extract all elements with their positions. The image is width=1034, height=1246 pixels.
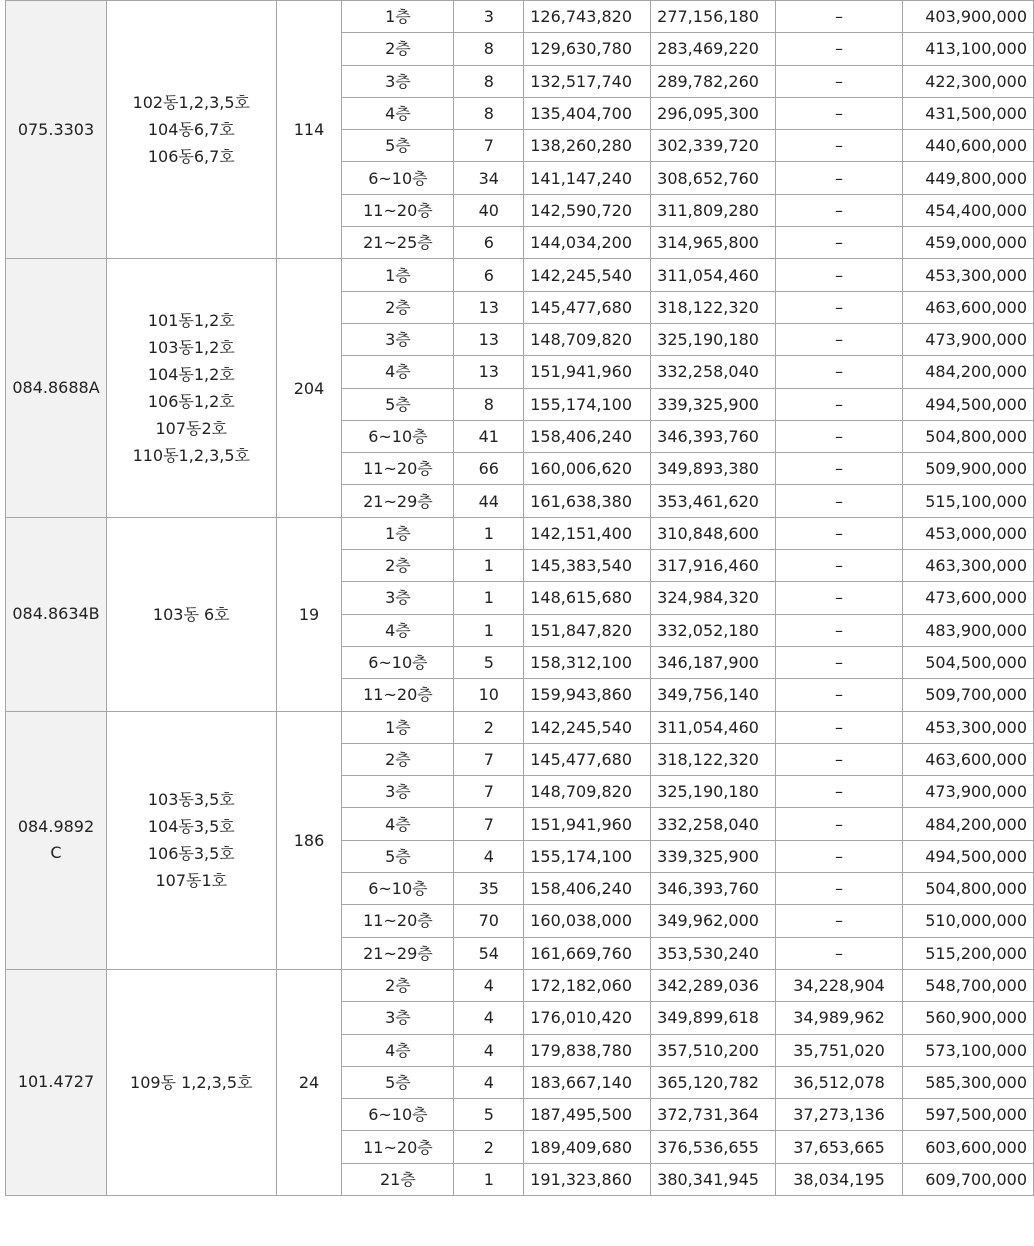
household-count-cell: 19 xyxy=(276,517,342,711)
building-price-cell: 296,095,300 xyxy=(651,97,776,129)
total-price-cell: 603,600,000 xyxy=(903,1131,1034,1163)
unit-line: 106동6,7호 xyxy=(147,147,235,167)
land-price-cell: 158,406,240 xyxy=(524,420,651,452)
building-price-cell: 349,899,618 xyxy=(651,1002,776,1034)
floor-count-cell: 8 xyxy=(454,388,524,420)
table-row xyxy=(6,1,1034,33)
land-price-cell: 161,638,380 xyxy=(524,485,651,517)
table-body xyxy=(6,1,1034,1196)
vat-cell: – xyxy=(776,840,903,872)
floor-count-cell: 1 xyxy=(454,614,524,646)
building-price-cell: 346,187,900 xyxy=(651,646,776,678)
unit-type-cell: 084.8634B xyxy=(6,517,107,711)
total-price-cell: 449,800,000 xyxy=(903,162,1034,194)
building-price-cell: 365,120,782 xyxy=(651,1066,776,1098)
land-price-cell: 161,669,760 xyxy=(524,937,651,969)
vat-cell: – xyxy=(776,227,903,259)
floor-count-cell: 4 xyxy=(454,840,524,872)
total-price-cell: 473,900,000 xyxy=(903,776,1034,808)
floor-cell: 5층 xyxy=(342,1066,454,1098)
building-price-cell: 283,469,220 xyxy=(651,33,776,65)
total-price-cell: 515,200,000 xyxy=(903,937,1034,969)
table-row xyxy=(6,259,1034,291)
floor-cell: 3층 xyxy=(342,582,454,614)
floor-count-cell: 7 xyxy=(454,743,524,775)
land-price-cell: 138,260,280 xyxy=(524,130,651,162)
unit-list-cell xyxy=(106,259,276,517)
building-price-cell: 376,536,655 xyxy=(651,1131,776,1163)
land-price-cell: 142,245,540 xyxy=(524,259,651,291)
floor-count-cell: 4 xyxy=(454,1002,524,1034)
building-price-cell: 310,848,600 xyxy=(651,517,776,549)
building-price-cell: 332,052,180 xyxy=(651,614,776,646)
floor-cell: 2층 xyxy=(342,550,454,582)
vat-cell: – xyxy=(776,937,903,969)
floor-count-cell: 6 xyxy=(454,227,524,259)
vat-cell: – xyxy=(776,65,903,97)
floor-cell: 3층 xyxy=(342,1002,454,1034)
vat-cell: – xyxy=(776,776,903,808)
floor-count-cell: 2 xyxy=(454,1131,524,1163)
household-count-cell: 186 xyxy=(276,711,342,969)
building-price-cell: 353,461,620 xyxy=(651,485,776,517)
vat-cell: – xyxy=(776,743,903,775)
floor-cell: 3층 xyxy=(342,776,454,808)
floor-cell: 6~10층 xyxy=(342,420,454,452)
land-price-cell: 144,034,200 xyxy=(524,227,651,259)
total-price-cell: 494,500,000 xyxy=(903,388,1034,420)
total-price-cell: 453,000,000 xyxy=(903,517,1034,549)
vat-cell: – xyxy=(776,485,903,517)
vat-cell: – xyxy=(776,808,903,840)
total-price-cell: 453,300,000 xyxy=(903,711,1034,743)
unit-line: 107동1호 xyxy=(155,871,228,891)
floor-count-cell: 2 xyxy=(454,711,524,743)
building-price-cell: 349,893,380 xyxy=(651,453,776,485)
land-price-cell: 172,182,060 xyxy=(524,969,651,1001)
total-price-cell: 473,900,000 xyxy=(903,323,1034,355)
land-price-cell: 160,006,620 xyxy=(524,453,651,485)
total-price-cell: 454,400,000 xyxy=(903,194,1034,226)
land-price-cell: 145,383,540 xyxy=(524,550,651,582)
floor-cell: 1층 xyxy=(342,711,454,743)
floor-cell: 4층 xyxy=(342,614,454,646)
building-price-cell: 289,782,260 xyxy=(651,65,776,97)
unit-line: 109동 1,2,3,5호 xyxy=(130,1072,253,1092)
land-price-cell: 151,941,960 xyxy=(524,808,651,840)
land-price-cell: 191,323,860 xyxy=(524,1163,651,1195)
household-count-cell: 114 xyxy=(276,1,342,259)
unit-line: 101동1,2호 xyxy=(147,311,235,331)
total-price-cell: 548,700,000 xyxy=(903,969,1034,1001)
floor-count-cell: 66 xyxy=(454,453,524,485)
floor-cell: 21~25층 xyxy=(342,227,454,259)
total-price-cell: 597,500,000 xyxy=(903,1099,1034,1131)
floor-cell: 11~20층 xyxy=(342,1131,454,1163)
unit-list-cell xyxy=(106,711,276,969)
total-price-cell: 484,200,000 xyxy=(903,356,1034,388)
unit-line: 103동1,2호 xyxy=(147,338,235,358)
unit-list-cell xyxy=(106,517,276,711)
floor-count-cell: 1 xyxy=(454,517,524,549)
floor-cell: 1층 xyxy=(342,517,454,549)
total-price-cell: 440,600,000 xyxy=(903,130,1034,162)
floor-count-cell: 8 xyxy=(454,97,524,129)
vat-cell: – xyxy=(776,453,903,485)
floor-count-cell: 7 xyxy=(454,808,524,840)
unit-line: 102동1,2,3,5호 xyxy=(132,93,250,113)
total-price-cell: 515,100,000 xyxy=(903,485,1034,517)
vat-cell: – xyxy=(776,194,903,226)
vat-cell: – xyxy=(776,130,903,162)
floor-count-cell: 8 xyxy=(454,33,524,65)
floor-count-cell: 7 xyxy=(454,130,524,162)
land-price-cell: 155,174,100 xyxy=(524,388,651,420)
floor-count-cell: 5 xyxy=(454,1099,524,1131)
vat-cell: 37,653,665 xyxy=(776,1131,903,1163)
building-price-cell: 349,756,140 xyxy=(651,679,776,711)
unit-type-cell: 075.3303 xyxy=(6,1,107,259)
building-price-cell: 380,341,945 xyxy=(651,1163,776,1195)
floor-cell: 4층 xyxy=(342,1034,454,1066)
land-price-cell: 176,010,420 xyxy=(524,1002,651,1034)
land-price-cell: 160,038,000 xyxy=(524,905,651,937)
vat-cell: – xyxy=(776,1,903,33)
floor-cell: 1층 xyxy=(342,1,454,33)
floor-count-cell: 4 xyxy=(454,1066,524,1098)
building-price-cell: 339,325,900 xyxy=(651,388,776,420)
vat-cell: – xyxy=(776,905,903,937)
land-price-cell: 155,174,100 xyxy=(524,840,651,872)
total-price-cell: 483,900,000 xyxy=(903,614,1034,646)
total-price-cell: 560,900,000 xyxy=(903,1002,1034,1034)
land-price-cell: 148,709,820 xyxy=(524,776,651,808)
unit-line: 103동3,5호 xyxy=(147,790,235,810)
land-price-cell: 189,409,680 xyxy=(524,1131,651,1163)
vat-cell: – xyxy=(776,97,903,129)
floor-cell: 6~10층 xyxy=(342,1099,454,1131)
floor-count-cell: 13 xyxy=(454,356,524,388)
unit-line: 110동1,2,3,5호 xyxy=(132,446,250,466)
building-price-cell: 318,122,320 xyxy=(651,291,776,323)
building-price-cell: 357,510,200 xyxy=(651,1034,776,1066)
land-price-cell: 159,943,860 xyxy=(524,679,651,711)
unit-list-cell xyxy=(106,1,276,259)
floor-cell: 21층 xyxy=(342,1163,454,1195)
vat-cell: – xyxy=(776,33,903,65)
building-price-cell: 332,258,040 xyxy=(651,808,776,840)
land-price-cell: 135,404,700 xyxy=(524,97,651,129)
building-price-cell: 372,731,364 xyxy=(651,1099,776,1131)
floor-cell: 6~10층 xyxy=(342,646,454,678)
total-price-cell: 509,700,000 xyxy=(903,679,1034,711)
total-price-cell: 504,800,000 xyxy=(903,873,1034,905)
land-price-cell: 179,838,780 xyxy=(524,1034,651,1066)
unit-type-cell: 101.4727 xyxy=(6,969,107,1195)
building-price-cell: 277,156,180 xyxy=(651,1,776,33)
floor-cell: 2층 xyxy=(342,743,454,775)
total-price-cell: 504,500,000 xyxy=(903,646,1034,678)
unit-line: 104동3,5호 xyxy=(147,817,235,837)
building-price-cell: 342,289,036 xyxy=(651,969,776,1001)
floor-cell: 11~20층 xyxy=(342,453,454,485)
total-price-cell: 463,600,000 xyxy=(903,291,1034,323)
floor-count-cell: 3 xyxy=(454,1,524,33)
total-price-cell: 509,900,000 xyxy=(903,453,1034,485)
floor-cell: 11~20층 xyxy=(342,679,454,711)
vat-cell: – xyxy=(776,550,903,582)
price-table xyxy=(5,0,1034,1196)
building-price-cell: 311,054,460 xyxy=(651,259,776,291)
floor-cell: 11~20층 xyxy=(342,194,454,226)
land-price-cell: 187,495,500 xyxy=(524,1099,651,1131)
building-price-cell: 325,190,180 xyxy=(651,323,776,355)
floor-count-cell: 1 xyxy=(454,582,524,614)
total-price-cell: 459,000,000 xyxy=(903,227,1034,259)
floor-count-cell: 10 xyxy=(454,679,524,711)
total-price-cell: 484,200,000 xyxy=(903,808,1034,840)
total-price-cell: 403,900,000 xyxy=(903,1,1034,33)
land-price-cell: 151,941,960 xyxy=(524,356,651,388)
vat-cell: – xyxy=(776,356,903,388)
table-row xyxy=(6,711,1034,743)
total-price-cell: 453,300,000 xyxy=(903,259,1034,291)
floor-count-cell: 4 xyxy=(454,1034,524,1066)
total-price-cell: 609,700,000 xyxy=(903,1163,1034,1195)
floor-count-cell: 5 xyxy=(454,646,524,678)
floor-cell: 4층 xyxy=(342,97,454,129)
land-price-cell: 132,517,740 xyxy=(524,65,651,97)
land-price-cell: 142,151,400 xyxy=(524,517,651,549)
total-price-cell: 463,300,000 xyxy=(903,550,1034,582)
unit-type-cell: 084.9892 C xyxy=(6,711,107,969)
land-price-cell: 148,615,680 xyxy=(524,582,651,614)
land-price-cell: 148,709,820 xyxy=(524,323,651,355)
table-row xyxy=(6,517,1034,549)
floor-cell: 5층 xyxy=(342,840,454,872)
building-price-cell: 325,190,180 xyxy=(651,776,776,808)
building-price-cell: 353,530,240 xyxy=(651,937,776,969)
building-price-cell: 318,122,320 xyxy=(651,743,776,775)
building-price-cell: 349,962,000 xyxy=(651,905,776,937)
floor-count-cell: 70 xyxy=(454,905,524,937)
floor-cell: 3층 xyxy=(342,65,454,97)
land-price-cell: 183,667,140 xyxy=(524,1066,651,1098)
floor-cell: 4층 xyxy=(342,808,454,840)
table-row xyxy=(6,969,1034,1001)
unit-line: 106동3,5호 xyxy=(147,844,235,864)
land-price-cell: 158,406,240 xyxy=(524,873,651,905)
land-price-cell: 151,847,820 xyxy=(524,614,651,646)
floor-cell: 21~29층 xyxy=(342,485,454,517)
building-price-cell: 317,916,460 xyxy=(651,550,776,582)
land-price-cell: 129,630,780 xyxy=(524,33,651,65)
building-price-cell: 308,652,760 xyxy=(651,162,776,194)
floor-cell: 5층 xyxy=(342,130,454,162)
floor-cell: 5층 xyxy=(342,388,454,420)
floor-count-cell: 1 xyxy=(454,1163,524,1195)
vat-cell: 36,512,078 xyxy=(776,1066,903,1098)
unit-line: 103동 6호 xyxy=(152,604,230,624)
building-price-cell: 339,325,900 xyxy=(651,840,776,872)
floor-count-cell: 13 xyxy=(454,291,524,323)
vat-cell: – xyxy=(776,711,903,743)
building-price-cell: 324,984,320 xyxy=(651,582,776,614)
floor-count-cell: 1 xyxy=(454,550,524,582)
unit-line: 106동1,2호 xyxy=(147,392,235,412)
vat-cell: 37,273,136 xyxy=(776,1099,903,1131)
floor-cell: 4층 xyxy=(342,356,454,388)
land-price-cell: 141,147,240 xyxy=(524,162,651,194)
unit-line: 107동2호 xyxy=(155,419,228,439)
total-price-cell: 422,300,000 xyxy=(903,65,1034,97)
floor-count-cell: 40 xyxy=(454,194,524,226)
building-price-cell: 346,393,760 xyxy=(651,873,776,905)
total-price-cell: 473,600,000 xyxy=(903,582,1034,614)
vat-cell: – xyxy=(776,873,903,905)
vat-cell: – xyxy=(776,517,903,549)
building-price-cell: 346,393,760 xyxy=(651,420,776,452)
floor-cell: 2층 xyxy=(342,969,454,1001)
unit-list-cell xyxy=(106,969,276,1195)
floor-cell: 2층 xyxy=(342,291,454,323)
floor-cell: 11~20층 xyxy=(342,905,454,937)
building-price-cell: 311,809,280 xyxy=(651,194,776,226)
vat-cell: – xyxy=(776,679,903,711)
land-price-cell: 142,590,720 xyxy=(524,194,651,226)
total-price-cell: 573,100,000 xyxy=(903,1034,1034,1066)
household-count-cell: 204 xyxy=(276,259,342,517)
vat-cell: – xyxy=(776,291,903,323)
unit-line: 104동1,2호 xyxy=(147,365,235,385)
total-price-cell: 413,100,000 xyxy=(903,33,1034,65)
vat-cell: – xyxy=(776,388,903,420)
floor-cell: 3층 xyxy=(342,323,454,355)
vat-cell: – xyxy=(776,614,903,646)
vat-cell: 34,989,962 xyxy=(776,1002,903,1034)
land-price-cell: 145,477,680 xyxy=(524,743,651,775)
total-price-cell: 510,000,000 xyxy=(903,905,1034,937)
vat-cell: 35,751,020 xyxy=(776,1034,903,1066)
building-price-cell: 314,965,800 xyxy=(651,227,776,259)
floor-count-cell: 6 xyxy=(454,259,524,291)
unit-line: 104동6,7호 xyxy=(147,120,235,140)
vat-cell: – xyxy=(776,323,903,355)
household-count-cell: 24 xyxy=(276,969,342,1195)
floor-count-cell: 34 xyxy=(454,162,524,194)
land-price-cell: 158,312,100 xyxy=(524,646,651,678)
floor-count-cell: 4 xyxy=(454,969,524,1001)
building-price-cell: 311,054,460 xyxy=(651,711,776,743)
vat-cell: – xyxy=(776,420,903,452)
vat-cell: 38,034,195 xyxy=(776,1163,903,1195)
total-price-cell: 463,600,000 xyxy=(903,743,1034,775)
vat-cell: – xyxy=(776,162,903,194)
unit-type-cell: 084.8688A xyxy=(6,259,107,517)
floor-cell: 6~10층 xyxy=(342,162,454,194)
land-price-cell: 142,245,540 xyxy=(524,711,651,743)
floor-count-cell: 7 xyxy=(454,776,524,808)
floor-cell: 21~29층 xyxy=(342,937,454,969)
total-price-cell: 504,800,000 xyxy=(903,420,1034,452)
land-price-cell: 126,743,820 xyxy=(524,1,651,33)
total-price-cell: 494,500,000 xyxy=(903,840,1034,872)
vat-cell: – xyxy=(776,582,903,614)
floor-cell: 6~10층 xyxy=(342,873,454,905)
floor-cell: 1층 xyxy=(342,259,454,291)
land-price-cell: 145,477,680 xyxy=(524,291,651,323)
floor-count-cell: 13 xyxy=(454,323,524,355)
floor-count-cell: 54 xyxy=(454,937,524,969)
floor-count-cell: 41 xyxy=(454,420,524,452)
floor-count-cell: 35 xyxy=(454,873,524,905)
floor-count-cell: 44 xyxy=(454,485,524,517)
floor-count-cell: 8 xyxy=(454,65,524,97)
building-price-cell: 332,258,040 xyxy=(651,356,776,388)
vat-cell: – xyxy=(776,646,903,678)
vat-cell: 34,228,904 xyxy=(776,969,903,1001)
total-price-cell: 431,500,000 xyxy=(903,97,1034,129)
vat-cell: – xyxy=(776,259,903,291)
total-price-cell: 585,300,000 xyxy=(903,1066,1034,1098)
floor-cell: 2층 xyxy=(342,33,454,65)
building-price-cell: 302,339,720 xyxy=(651,130,776,162)
